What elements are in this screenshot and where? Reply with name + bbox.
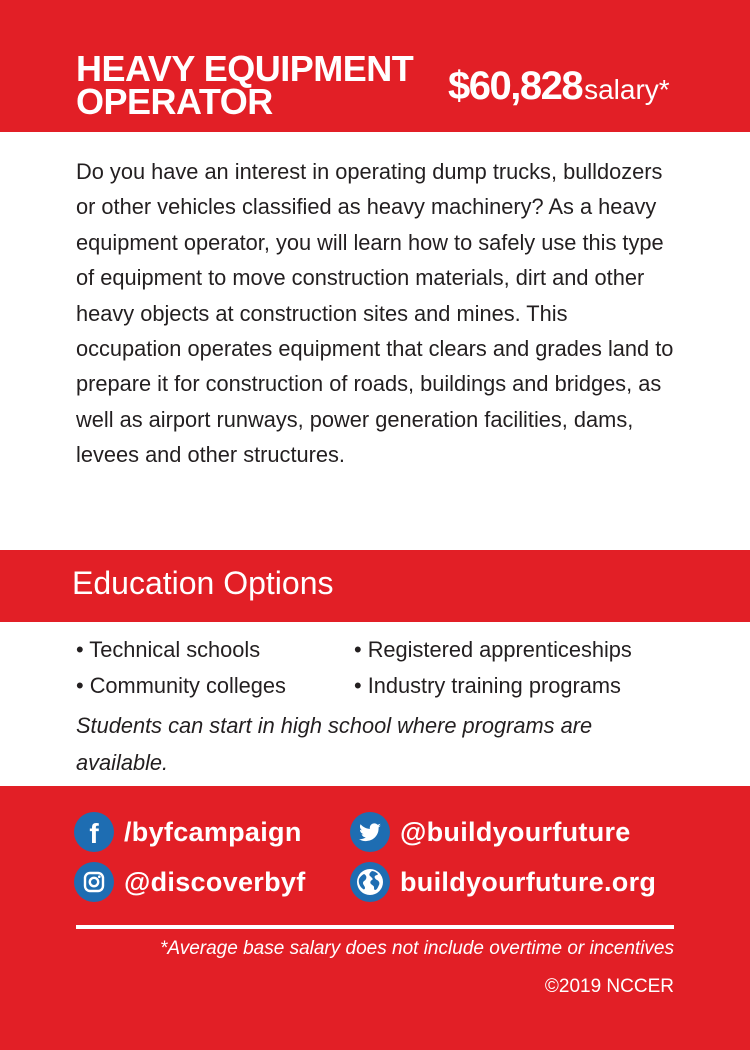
facebook-link[interactable] bbox=[74, 812, 302, 852]
salary-disclaimer: *Average base salary does not include overtime or incentives bbox=[160, 938, 674, 959]
education-options-left bbox=[76, 632, 286, 704]
salary-amount: $60,828 bbox=[448, 64, 583, 108]
facebook-handle: /byfcampaign bbox=[124, 816, 302, 847]
education-note: Students can start in high school where programs are available. bbox=[76, 713, 593, 775]
job-title bbox=[76, 48, 414, 122]
twitter-icon bbox=[350, 812, 390, 852]
salary bbox=[448, 64, 670, 109]
education-option: • Community colleges bbox=[76, 668, 286, 704]
facebook-icon bbox=[74, 812, 114, 852]
instagram-icon bbox=[74, 862, 114, 902]
education-title: Education Options bbox=[72, 565, 334, 601]
job-title-line-1: HEAVY EQUIPMENT bbox=[76, 48, 414, 89]
instagram-handle: @discoverbyf bbox=[124, 866, 306, 897]
twitter-link[interactable] bbox=[350, 812, 631, 852]
education-option: • Technical schools bbox=[76, 632, 286, 668]
globe-icon bbox=[350, 862, 390, 902]
education-option: • Industry training programs bbox=[354, 668, 632, 704]
copyright: ©2019 NCCER bbox=[544, 976, 674, 997]
instagram-link[interactable] bbox=[74, 862, 306, 902]
salary-label: salary* bbox=[584, 74, 670, 105]
education-option: • Registered apprenticeships bbox=[354, 632, 632, 668]
education-options-right bbox=[354, 632, 632, 704]
website-url: buildyourfuture.org bbox=[400, 866, 657, 897]
job-description: Do you have an interest in operating dump trucks, bulldozers or other vehicles classified as heavy machinery? As a heavy equipment operator, you will learn how to safely use this type of equipment to move construction materials, dirt and other heavy objects at construction sites and mines. This occupation operates equipment that clears and grades land to prepare it for construction of roads, buildings and bridges, as well as airport runways, power generation facilities, dams, levees and other structures. bbox=[76, 159, 674, 468]
svg-text:f: f bbox=[89, 818, 99, 849]
twitter-handle: @buildyourfuture bbox=[400, 816, 631, 847]
website-link[interactable] bbox=[350, 862, 656, 902]
footer-divider bbox=[76, 925, 674, 929]
job-title-line-2: OPERATOR bbox=[76, 81, 273, 122]
